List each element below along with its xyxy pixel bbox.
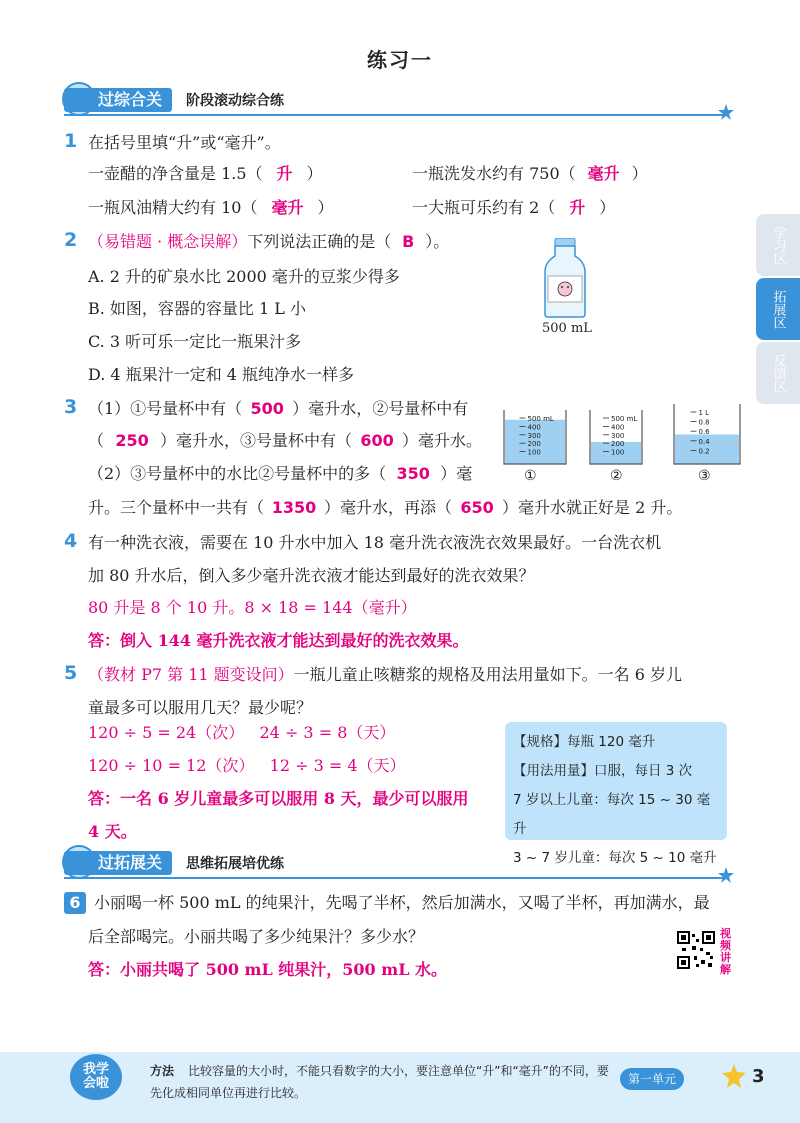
- q3-line-3: （2）③号量杯中的水比②号量杯中的多（ 350 ）毫: [88, 464, 473, 483]
- star-icon: [718, 867, 734, 883]
- cup-tick-label: 1 L: [698, 409, 710, 417]
- q1-item-2: 一瓶洗发水约有 750（ 毫升 ）: [412, 164, 648, 183]
- option-b: B. 如图，容器的容量比 1 L 小: [88, 299, 306, 318]
- option-c: C. 3 听可乐一定比一瓶果汁多: [88, 332, 302, 351]
- milk-bottle-illustration: [540, 238, 590, 318]
- section-header-1: [64, 88, 284, 112]
- q3-line-2: （ 250 ）毫升水，③号量杯中有（ 600 ）毫升水。: [88, 431, 483, 450]
- answer-blank: 1350: [271, 498, 317, 517]
- star-icon: [722, 1064, 746, 1088]
- cup-tick-label: 0.2: [698, 447, 710, 456]
- question-number: 3: [64, 396, 78, 418]
- tab-feedback[interactable]: 反馈区: [756, 342, 800, 404]
- question-tag: （易错题 · 概念误解）: [88, 232, 248, 251]
- q1-item-1: 一壶醋的净含量是 1.5（ 升 ）: [88, 164, 323, 183]
- cup-label-2: ②: [610, 468, 623, 484]
- dosage-info-box: [505, 722, 727, 866]
- section-tag: 过综合关: [64, 88, 172, 112]
- method-label: 方法: [150, 1064, 175, 1078]
- answer-blank: 毫升: [587, 164, 620, 183]
- answer-line: 答：一名 6 岁儿童最多可以服用 8 天，最少可以服用: [88, 789, 469, 808]
- question-stem: 小丽喝一杯 500 mL 的纯果汁，先喝了半杯，然后加满水，又喝了半杯，再加满水，最: [94, 893, 710, 912]
- unit-label: 第一单元: [620, 1068, 684, 1090]
- question-stem-cont: 加 80 升水后，倒入多少毫升洗衣液才能达到最好的洗衣效果？: [88, 566, 535, 585]
- q3-line-1: （1）①号量杯中有（ 500 ）毫升水，②号量杯中有: [88, 399, 469, 418]
- tab-expand[interactable]: 拓展区: [756, 278, 800, 340]
- section-divider: [64, 114, 724, 116]
- answer-line-cont: 4 天。: [88, 822, 137, 841]
- measuring-cups-figure: [502, 404, 742, 486]
- answer-line: 答：倒入 144 毫升洗衣液才能达到最好的洗衣效果。: [88, 631, 469, 650]
- bottle-label: 500 mL: [542, 321, 592, 336]
- answer-blank: 毫升: [271, 198, 304, 217]
- q3-line-4: 升。三个量杯中一共有（ 1350 ）毫升水，再添（ 650 ）毫升水就正好是 2 升。: [88, 498, 683, 517]
- page-number: 3: [752, 1066, 765, 1087]
- cup-label-1: ①: [524, 468, 537, 484]
- qr-code-icon[interactable]: [676, 930, 716, 970]
- info-line: 【规格】每瓶 120 毫升: [513, 734, 656, 750]
- cup-tick-label: 500 mL: [527, 415, 554, 423]
- question-number: 2: [64, 229, 78, 251]
- logo-icon: 我学 会啦: [70, 1054, 122, 1100]
- info-line: 【用法用量】口服，每日 3 次: [513, 763, 693, 779]
- option-d: D. 4 瓶果汁一定和 4 瓶纯净水一样多: [88, 365, 355, 384]
- measuring-cup-2: [590, 410, 642, 464]
- answer-blank: 600: [360, 431, 394, 450]
- question-tag: （教材 P7 第 11 题变设问）: [88, 665, 294, 684]
- answer-blank: B: [402, 232, 415, 251]
- answer-blank: 升: [276, 164, 293, 183]
- question-stem: 有一种洗衣液，需要在 10 升水中加入 18 毫升洗衣液洗衣效果最好。一台洗衣机: [88, 533, 662, 552]
- video-label[interactable]: 视频讲解: [720, 927, 731, 976]
- page-title: 练习一: [367, 48, 433, 72]
- question-stem-cont: 后全部喝完。小丽共喝了多少纯果汁？多少水？: [88, 927, 425, 946]
- work-line-2: 120 ÷ 10 = 12（次） 12 ÷ 3 = 4（天）: [88, 756, 406, 775]
- question-number: 5: [64, 662, 78, 684]
- answer-blank: 升: [569, 198, 586, 217]
- question-number: 4: [64, 530, 78, 552]
- question-stem: （教材 P7 第 11 题变设问）一瓶儿童止咳糖浆的规格及用法用量如下。一名 6 岁儿: [88, 665, 683, 684]
- cup-tick-label: 300: [527, 431, 541, 440]
- work-line-1: 120 ÷ 5 = 24（次） 24 ÷ 3 = 8（天）: [88, 723, 396, 742]
- measuring-cup-1: [504, 410, 566, 464]
- answer-line: 答：小丽共喝了 500 mL 纯果汁，500 mL 水。: [88, 960, 448, 979]
- section-divider: [64, 877, 724, 879]
- tab-study[interactable]: 学习区: [756, 214, 800, 276]
- side-tabs: [756, 214, 800, 406]
- answer-blank: 250: [115, 431, 149, 450]
- method-tip: [150, 1060, 610, 1104]
- info-line: 7 岁以上儿童：每次 15 ~ 30 毫升: [513, 792, 711, 837]
- cup-tick-label: 400: [527, 423, 541, 432]
- option-a: A. 2 升的矿泉水比 2000 毫升的豆浆少得多: [88, 267, 400, 286]
- cup-tick-label: 200: [527, 440, 541, 449]
- cup-tick-label: 500 mL: [611, 415, 638, 423]
- question-number: 6: [64, 892, 86, 914]
- cup-tick-label: 0.4: [698, 437, 710, 446]
- q1-item-3: 一瓶风油精大约有 10（ 毫升 ）: [88, 198, 334, 217]
- cup-tick-label: 400: [611, 423, 625, 432]
- answer-blank: 650: [460, 498, 494, 517]
- info-line: 3 ~ 7 岁儿童：每次 5 ~ 10 毫升: [513, 850, 717, 866]
- cup-tick-label: 100: [527, 448, 541, 457]
- answer-blank: 500: [250, 399, 284, 418]
- q1-item-4: 一大瓶可乐约有 2（ 升 ）: [412, 198, 616, 217]
- measuring-cup-3: [674, 404, 740, 464]
- method-text: 比较容量的大小时，不能只看数字的大小，要注意单位“升”和“毫升”的不同，要先化成相同单位再进行比较。: [150, 1064, 609, 1100]
- cup-tick-label: 200: [611, 440, 625, 449]
- star-icon: [718, 104, 734, 120]
- cup-label-3: ③: [698, 468, 711, 484]
- answer-blank: 350: [396, 464, 430, 483]
- cup-tick-label: 100: [611, 448, 625, 457]
- cup-tick-label: 300: [611, 431, 625, 440]
- section-subtitle: 思维拓展培优练: [186, 856, 285, 872]
- question-number: 1: [64, 130, 78, 152]
- cup-tick-label: 0.6: [698, 428, 710, 437]
- question-stem: 在括号里填“升”或“毫升”。: [88, 133, 281, 152]
- cup-tick-label: 0.8: [698, 418, 710, 427]
- measuring-cups: [502, 404, 742, 468]
- question-stem: （易错题 · 概念误解）下列说法正确的是（ B ）。: [88, 232, 450, 251]
- work-line: 80 升是 8 个 10 升。8 × 18 = 144（毫升）: [88, 598, 417, 617]
- section-header-2: [64, 851, 284, 875]
- section-subtitle: 阶段滚动综合练: [186, 93, 285, 109]
- question-stem-cont: 童最多可以服用几天？最少呢？: [88, 698, 313, 717]
- section-tag: 过拓展关: [64, 851, 172, 875]
